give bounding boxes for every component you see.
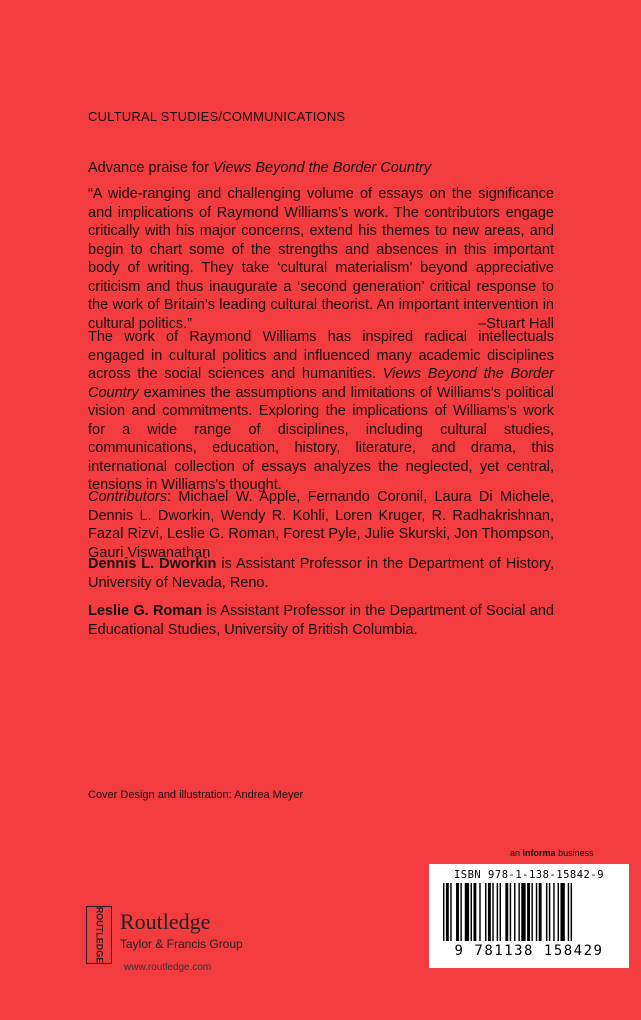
editor-bio-roman: [88, 602, 554, 639]
barcode-bar: [546, 883, 547, 941]
barcode-bar: [521, 883, 525, 941]
barcode-bar: [465, 883, 469, 941]
contributors-label: Contributors: [88, 489, 167, 505]
editor-bio: is Assistant Professor in the Department of Social and Educational Studies, University of British Columbia.: [88, 603, 554, 638]
barcode-bar: [485, 883, 486, 941]
barcode-bar: [571, 883, 572, 941]
barcode-bar: [568, 883, 569, 941]
quote-attribution: –Stuart Hall: [478, 315, 554, 332]
ean-digits: 9 781138 158429: [454, 943, 604, 959]
barcode-bars: [439, 883, 619, 945]
contributors-names: : Michael W. Apple, Fernando Coronil, Laura Di Michele, Dennis L. Dworkin, Wendy R. Kohli, Loren Kruger, R. Radhakrishnan, Fazal Rizvi, Leslie G. Roman, Forest Pyle, Julie Skurski, Jon Thompson, Gauri Viswanathan: [88, 489, 554, 561]
barcode-bar: [553, 883, 554, 941]
barcode-bar: [473, 883, 476, 941]
description-part2: examines the assumptions and limitations of Williams's political vision and commitments. Exploring the implications of Williams's work for a wide range of disciplines, including cultural studies, communications, education, history, literature, and drama, this international collection of essays analyzes the neglected, yet central, tensions in Williams's thought.: [88, 384, 555, 493]
barcode-bar: [558, 883, 559, 941]
barcode-bar: [497, 883, 498, 941]
informa-brand: informa: [522, 848, 556, 858]
informa-tagline: [510, 848, 594, 858]
logo-vertical-text: ROUTLEDGE: [94, 906, 105, 964]
isbn-text: ISBN 978-1-138-15842-9: [453, 869, 605, 881]
barcode-bar: [443, 883, 444, 941]
routledge-logo-icon: [86, 906, 112, 964]
contributors: [88, 488, 554, 562]
barcode-bar: [527, 883, 530, 941]
barcode-bar: [500, 883, 501, 941]
barcode-bar: [539, 883, 542, 941]
editor-bio: is Assistant Professor in the Department of History, University of Nevada, Reno.: [88, 556, 554, 591]
barcode-bar: [536, 883, 537, 941]
barcode-bar: [560, 883, 564, 941]
barcode-bar: [446, 883, 449, 941]
informa-prefix: an: [510, 848, 521, 858]
barcode-bar: [531, 883, 532, 941]
barcode-bar: [450, 883, 451, 941]
category-label: CULTURAL STUDIES/COMMUNICATIONS: [88, 109, 346, 124]
editor-name: Leslie G. Roman: [88, 603, 203, 619]
praise-heading-text: Advance praise for: [88, 160, 209, 176]
barcode-bar: [460, 883, 461, 941]
barcode-bar: [518, 883, 519, 941]
barcode-bar: [456, 883, 459, 941]
barcode-bar: [492, 883, 493, 941]
barcode-bar: [471, 883, 472, 941]
barcode-bar: [510, 883, 511, 941]
quote-text: “A wide-ranging and challenging volume of essays on the significance and implications of Raymond Williams's work. The contributors engage critically with his major concerns, extend his themes to new areas, and begin to chart some of the strengths and absences in this important body of writing. They take ‘cultural materialism’ beyond appreciative criticism and thus inaugurate a ‘second generation’ critical response to the work of Britain's leading cultural theorist. An important intervention in cultural politics.”: [88, 186, 554, 332]
barcode-bar: [479, 883, 480, 941]
barcode-bar: [549, 883, 550, 941]
praise-heading: [88, 160, 431, 176]
barcode-bar: [505, 883, 508, 941]
publisher-group: Taylor & Francis Group: [120, 937, 243, 951]
praise-book-title: Views Beyond the Border Country: [212, 160, 432, 176]
publisher-name: Routledge: [120, 909, 211, 934]
endorsement-quote: [88, 185, 554, 333]
editor-bio-dworkin: [88, 555, 554, 592]
editor-name: Dennis L. Dworkin: [88, 556, 217, 572]
description-title: Views Beyond the Border Country: [88, 366, 554, 401]
cover-credit: Cover Design and illustration: Andrea Meyer: [88, 789, 304, 801]
description-part1: The work of Raymond Williams has inspired radical intellectuals engaged in cultural politics and influenced many academic disciplines across the social sciences and humanities.: [88, 329, 554, 382]
publisher-website[interactable]: www.routledge.com: [124, 962, 212, 973]
informa-suffix: business: [558, 848, 594, 858]
barcode-bar: [488, 883, 491, 941]
barcode-bar: [514, 883, 515, 941]
barcode: [429, 864, 629, 968]
book-description: [88, 328, 554, 495]
